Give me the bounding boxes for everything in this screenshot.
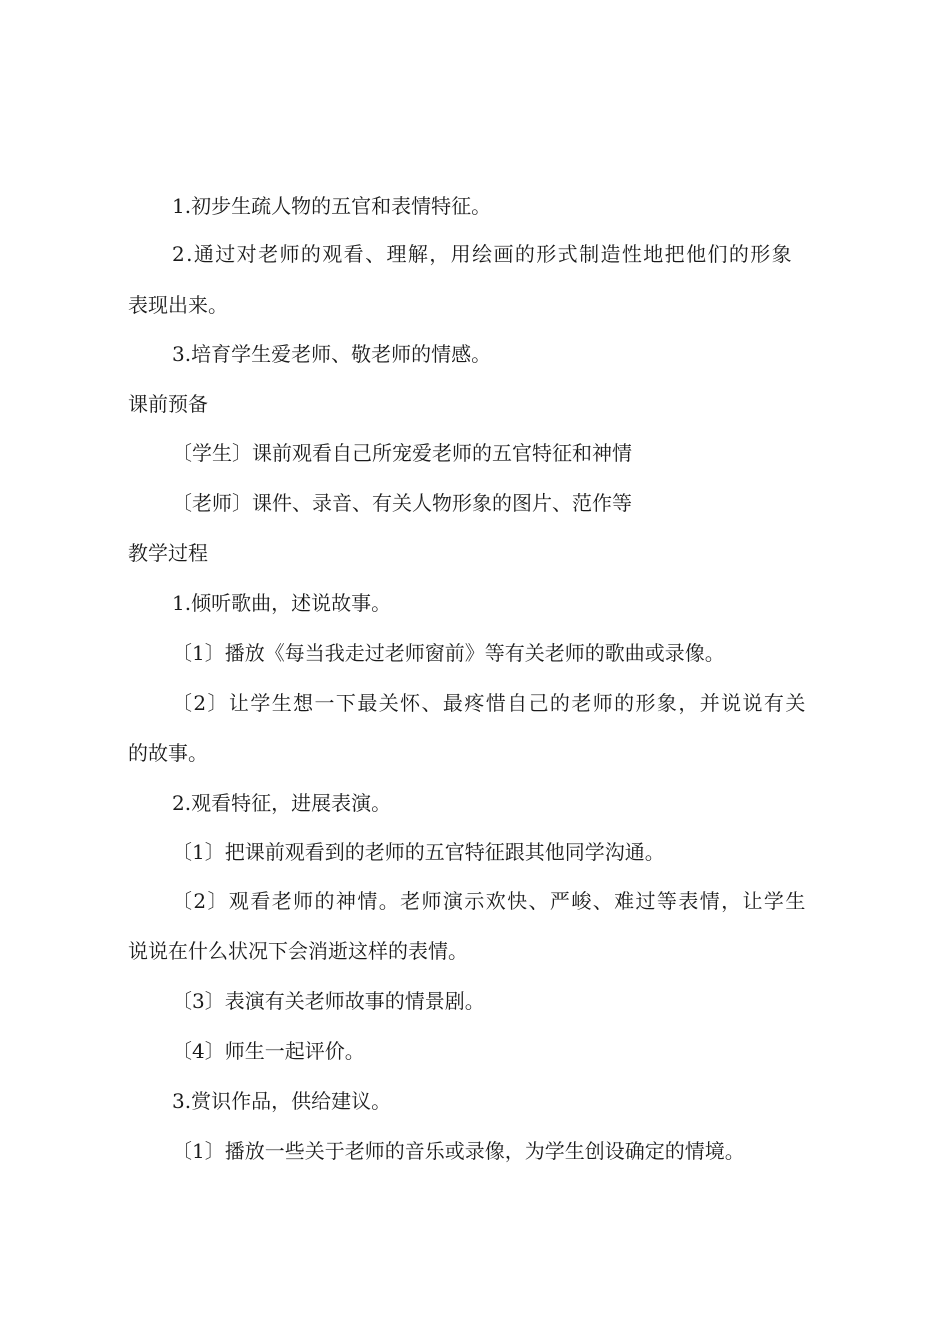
step-1-item-2: 〔2〕让学生想一下最关怀、最疼惜自己的老师的形象，并说说有关 bbox=[172, 691, 807, 715]
objective-2: 2.通过对老师的观看、理解，用绘画的形式制造性地把他们的形象 bbox=[172, 242, 794, 266]
step-2-item-1: 〔1〕把课前观看到的老师的五官特征跟其他同学沟通。 bbox=[172, 840, 665, 864]
step-1-item-1: 〔1〕播放《每当我走过老师窗前》等有关老师的歌曲或录像。 bbox=[172, 641, 725, 665]
step-2-heading: 2.观看特征，进展表演。 bbox=[172, 791, 392, 815]
objective-1: 1.初步生疏人物的五官和表情特征。 bbox=[172, 194, 492, 218]
step-2-item-3: 〔3〕表演有关老师故事的情景剧。 bbox=[172, 989, 485, 1013]
step-2-item-2: 〔2〕观看老师的神情。老师演示欢快、严峻、难过等表情，让学生 bbox=[172, 889, 807, 913]
step-2-item-2-continued: 说说在什么状况下会消逝这样的表情。 bbox=[128, 939, 468, 963]
step-3-heading: 3.赏识作品，供给建议。 bbox=[172, 1089, 392, 1113]
section-heading-preparation: 课前预备 bbox=[128, 392, 208, 416]
step-2-item-4: 〔4〕师生一起评价。 bbox=[172, 1039, 365, 1063]
section-heading-process: 教学过程 bbox=[128, 541, 208, 565]
preparation-teacher: 〔老师〕课件、录音、有关人物形象的图片、范作等 bbox=[172, 491, 632, 515]
objective-2-continued: 表现出来。 bbox=[128, 293, 228, 317]
preparation-students: 〔学生〕课前观看自己所宠爱老师的五官特征和神情 bbox=[172, 441, 632, 465]
step-1-heading: 1.倾听歌曲，述说故事。 bbox=[172, 591, 392, 615]
step-3-item-1: 〔1〕播放一些关于老师的音乐或录像，为学生创设确定的情境。 bbox=[172, 1139, 745, 1163]
objective-3: 3.培育学生爱老师、敬老师的情感。 bbox=[172, 342, 492, 366]
step-1-item-2-continued: 的故事。 bbox=[128, 741, 208, 765]
